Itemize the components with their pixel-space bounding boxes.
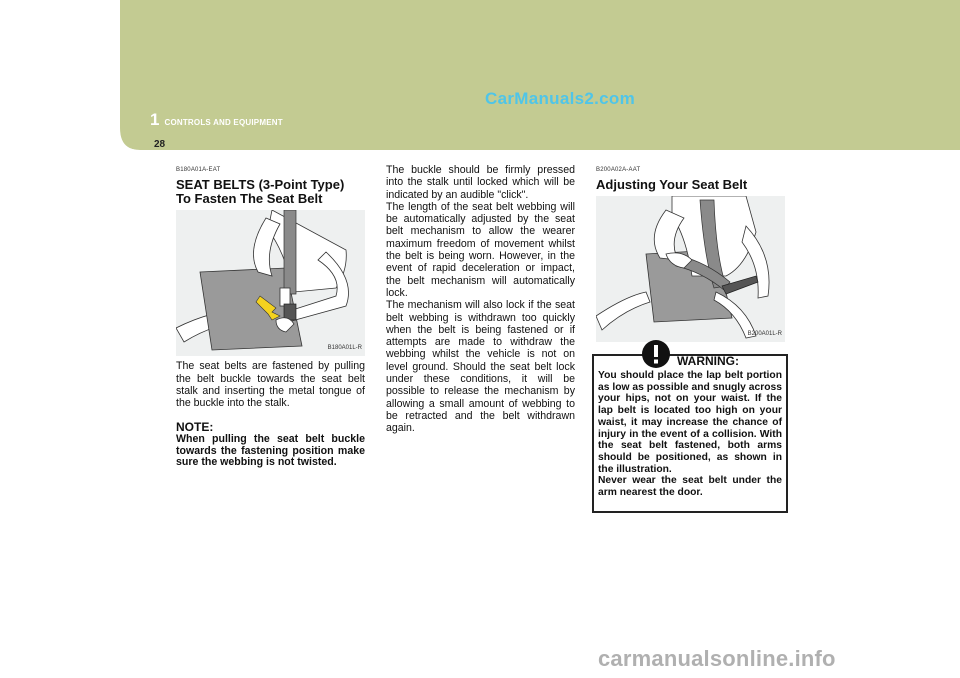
seat-belt-fastening-illustration (176, 210, 365, 356)
warning-body: You should place the lap belt portion as low as possible and snugly across your hips, not on your waist. If the lap belt is located too high on your waist, it may increase the chance of injury in the event of a collision. With the seat belt fastened, both arms should be positioned, as shown in the illustration. (598, 370, 782, 475)
buckle-paragraph: The buckle should be firmly pressed into the stalk until locked which will be indicated by an audible "click". (386, 164, 575, 201)
warning-title: WARNING: (677, 354, 739, 369)
page-tab-curve (118, 128, 178, 168)
page-number: 28 (154, 139, 166, 150)
warning-header (598, 339, 782, 369)
warning-body-door: Never wear the seat belt under the arm nearest the door. (598, 475, 782, 499)
section-heading-line1: SEAT BELTS (3-Point Type) (176, 177, 345, 193)
section-heading: Adjusting Your Seat Belt (596, 177, 748, 193)
left-column (176, 164, 365, 469)
chapter-header (150, 110, 283, 130)
fastening-drawing (176, 210, 365, 356)
exclamation-icon (641, 339, 671, 369)
section-heading-line2: To Fasten The Seat Belt (176, 191, 323, 207)
right-column (596, 164, 785, 342)
footer-watermark-link[interactable]: carmanualsonline.info (598, 646, 836, 671)
section-code: B180A01A-EAT (176, 167, 221, 173)
lock-paragraph: The mechanism will also lock if the seat belt webbing is withdrawn too quickly when the belt is being fastened or if attempts are made to withdraw the webbing whilst the vehicle is not on level ground. Should the seat belt lock under these conditions, it will be possible to release the mechanism by allowing a small amount of webbing to be retracted and the belt withdrawn again. (386, 299, 575, 435)
seat-belt-adjusting-illustration (596, 196, 785, 342)
chapter-number: 1 (150, 110, 160, 129)
fastening-instructions: The seat belts are fastened by pulling the belt buckle towards the seat belt stalk and inserting the metal tongue of the buckle into the stalk. (176, 360, 365, 410)
adjusting-drawing (596, 196, 785, 342)
chapter-title: CONTROLS AND EQUIPMENT (164, 118, 283, 127)
note-body: When pulling the seat belt buckle towards the fastening position make sure the webbing is not twisted. (176, 432, 365, 469)
note-title: NOTE: (176, 420, 214, 435)
middle-column (386, 164, 575, 435)
section-code: B200A02A-AAT (596, 167, 641, 173)
figure-caption: B200A01L-R (747, 331, 782, 337)
header-watermark-link[interactable]: CarManuals2.com (485, 89, 635, 108)
figure-caption: B180A01L-R (327, 345, 362, 351)
warning-box (592, 354, 788, 513)
webbing-paragraph: The length of the seat belt webbing will be automatically adjusted by the seat belt mechanism to allow the wearer maximum freedom of movement whilst the belt is being worn. However, in the event of rapid deceleration or impact, the belt mechanism will automatically lock. (386, 200, 575, 299)
